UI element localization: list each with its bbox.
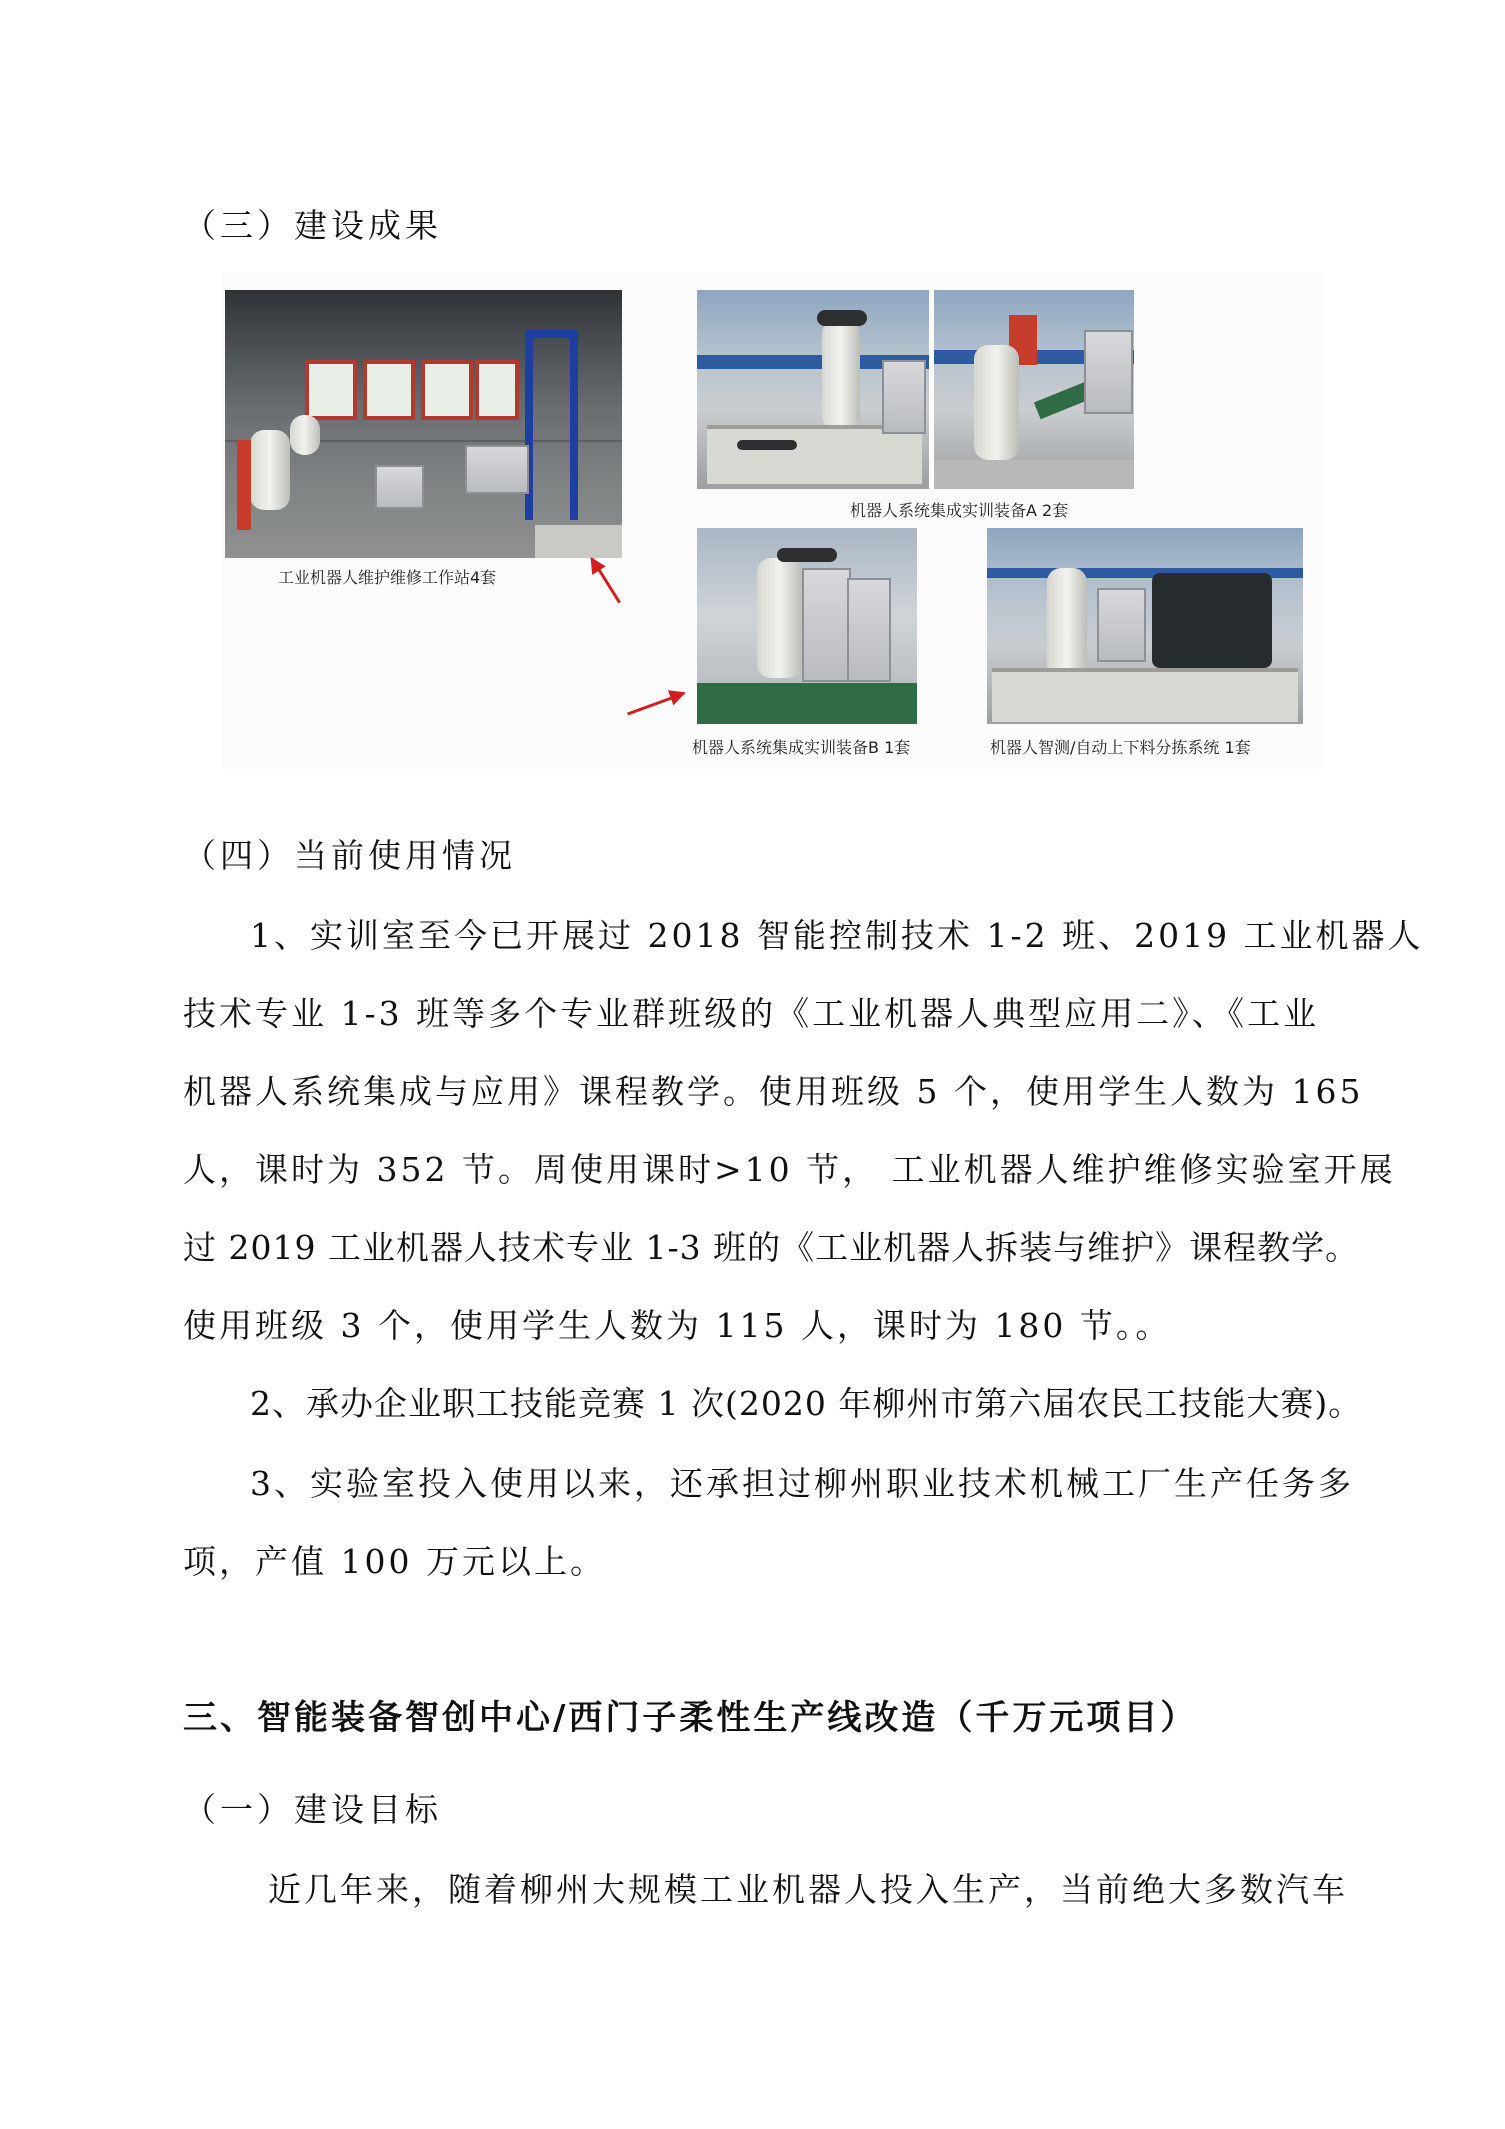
photo-collage [222, 272, 1323, 769]
caption-workstation: 工业机器人维护维修工作站4套 [278, 568, 497, 587]
paragraph-line: 机器人系统集成与应用》课程教学。使用班级 5 个，使用学生人数为 165 [183, 1072, 1364, 1111]
paragraph-line: 近几年来，随着柳州大规模工业机器人投入生产，当前绝大多数汽车 [268, 1870, 1348, 1909]
red-arrow-icon [627, 692, 684, 715]
paragraph-line: 3、实验室投入使用以来，还承担过柳州职业技术机械工厂生产任务多 [250, 1464, 1354, 1503]
paragraph-item2: 2、承办企业职工技能竞赛 1 次(2020 年柳州市第六届农民工技能大赛)。 [250, 1384, 1363, 1423]
paragraph-line: 项，产值 100 万元以上。 [183, 1542, 606, 1581]
caption-sorting-system: 机器人智测/自动上下料分拣系统 1套 [990, 738, 1251, 757]
photo-equipment-a-2 [934, 290, 1134, 489]
paragraph-line: 人，课时为 352 节。周使用课时>10 节， 工业机器人维护维修实验室开展 [183, 1150, 1396, 1189]
paragraph-line: 技术专业 1-3 班等多个专业群班级的《工业机器人典型应用二》、《工业 [183, 994, 1320, 1033]
paragraph-line: 过 2019 工业机器人技术专业 1-3 班的《工业机器人拆装与维护》课程教学。 [183, 1228, 1360, 1267]
photo-sorting-system [987, 528, 1303, 724]
caption-equipment-a: 机器人系统集成实训装备A 2套 [850, 501, 1069, 520]
section-heading-achievements: （三）建设成果 [183, 206, 442, 245]
caption-equipment-b: 机器人系统集成实训装备B 1套 [692, 738, 911, 757]
section-heading-usage: （四）当前使用情况 [183, 836, 516, 875]
paragraph-line: 使用班级 3 个，使用学生人数为 115 人，课时为 180 节。。 [183, 1306, 1172, 1345]
paragraph-line: 1、实训室至今已开展过 2018 智能控制技术 1-2 班、2019 工业机器人 [250, 916, 1424, 955]
photo-equipment-b [697, 528, 917, 724]
photo-workstation-room [225, 290, 622, 558]
section-heading-goals: （一）建设目标 [183, 1790, 442, 1829]
red-arrow-icon [591, 558, 621, 604]
chapter-title: 三、智能装备智创中心/西门子柔性生产线改造（千万元项目） [183, 1698, 1198, 1738]
photo-equipment-a-1 [697, 290, 929, 489]
